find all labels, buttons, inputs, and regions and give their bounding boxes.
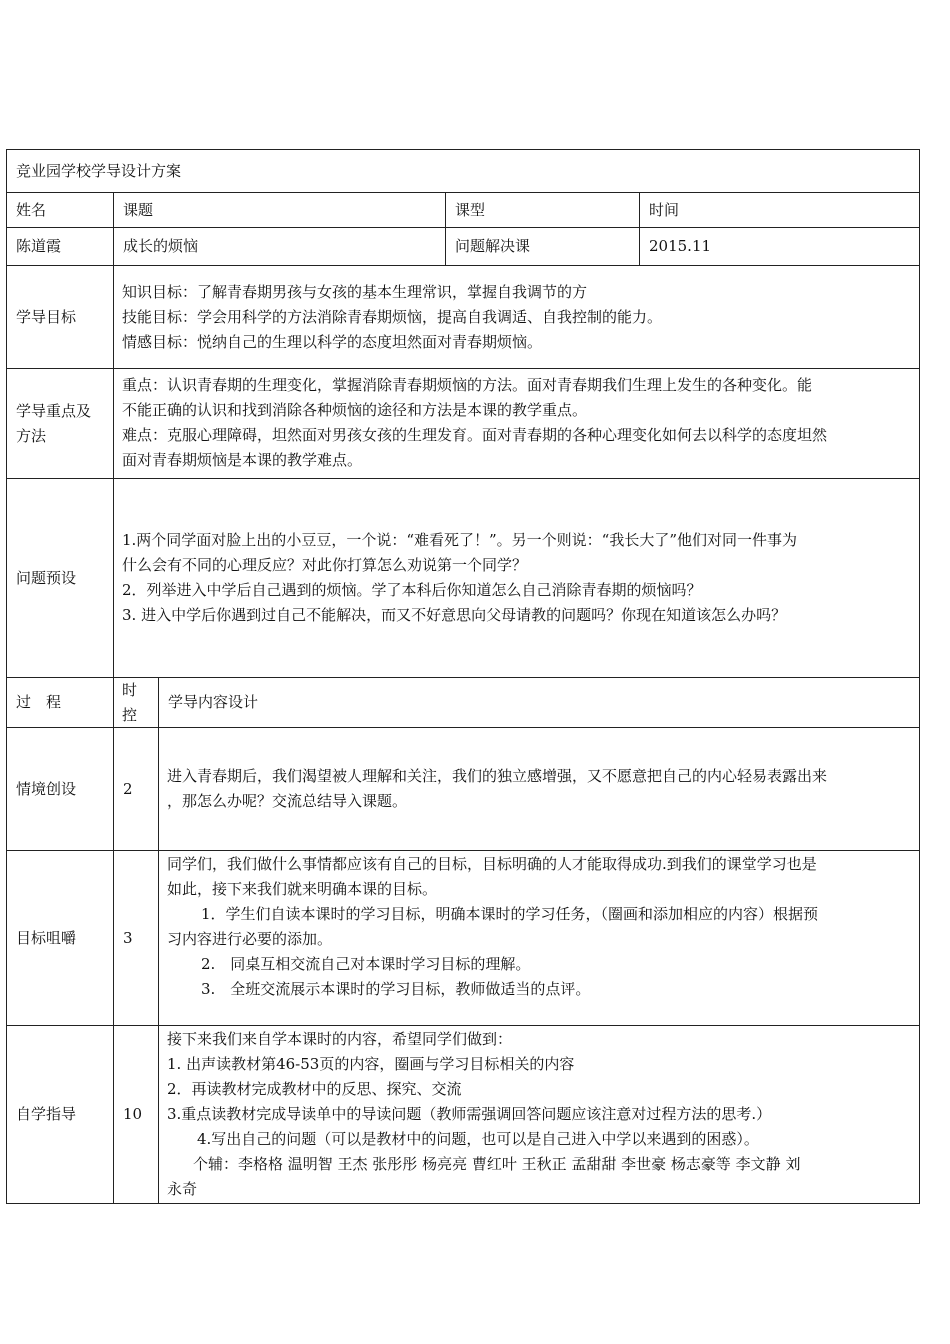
stage-content-line: 进入青春期后，我们渴望被人理解和关注，我们的独立感增强，又不愿意把自己的内心轻易表露出来 [167, 767, 828, 785]
info-row [7, 228, 919, 266]
stage-content-line: 2．再读教材完成教材中的反思、探究、交流 [167, 1080, 462, 1098]
key-points-label-cell [7, 369, 114, 478]
type-header-cell [446, 193, 640, 227]
time-control-label-1: 时 [122, 681, 138, 699]
stage-time: 10 [123, 1105, 143, 1123]
process-header-row [7, 678, 919, 728]
stage-time-cell [114, 728, 159, 850]
content-design-label-cell [159, 678, 919, 727]
stage-content-line: 1. 出声读教材第46-53页的内容，圈画与学习目标相关的内容 [167, 1055, 575, 1073]
difficulty-line: 难点：克服心理障碍，坦然面对男孩女孩的生理发育。面对青春期的各种心理变化如何去以科学的态度坦然 [122, 426, 828, 444]
stage-content [159, 1026, 919, 1203]
goals-content [114, 266, 919, 368]
stage-content-line: 同学们，我们做什么事情都应该有自己的目标，目标明确的人才能取得成功.到我们的课堂学习也是 [167, 855, 817, 873]
knowledge-goal: 知识目标：了解青春期男孩与女孩的基本生理常识，掌握自我调节的方 [122, 283, 588, 301]
stage-row [7, 1026, 919, 1203]
skill-goal: 技能目标：学会用科学的方法消除青春期烦恼，提高自我调适、自我控制的能力。 [122, 308, 663, 326]
lesson-topic-cell [114, 228, 446, 265]
stage-content [159, 851, 919, 1025]
goals-row [7, 266, 919, 369]
header-row [7, 193, 919, 228]
document-title [7, 150, 919, 192]
question-line: 1.两个同学面对脸上出的小豆豆，一个说：“难看死了！”。另一个则说：“我长大了”他们对同一件事为 [122, 531, 797, 549]
time-header: 时间 [649, 200, 680, 219]
question-line: 什么会有不同的心理反应？对此你打算怎么劝说第一个同学？ [122, 556, 528, 574]
goals-label-cell [7, 266, 114, 368]
key-points-content [114, 369, 919, 478]
lesson-date-cell [640, 228, 919, 265]
stage-content-line: 2. 同桌互相交流自己对本课时学习目标的理解。 [201, 955, 531, 973]
key-point-line: 重点：认识青春期的生理变化，掌握消除青春期烦恼的方法。面对青春期我们生理上发生的各种变化。能 [122, 376, 813, 394]
type-header: 课型 [455, 200, 486, 219]
stage-content-line: 个辅：李格格 温明智 王杰 张彤彤 杨亮亮 曹红叶 王秋正 孟甜甜 李世豪 杨志豪等 李文静 刘 [193, 1155, 801, 1173]
teacher-name-cell [7, 228, 114, 265]
question-line: 2．列举进入中学后自己遇到的烦恼。学了本科后你知道怎么自己消除青春期的烦恼吗？ [122, 581, 702, 599]
time-header-cell [640, 193, 919, 227]
stage-content [159, 728, 919, 850]
name-header-cell [7, 193, 114, 227]
stage-content-line: 如此，接下来我们就来明确本课的目标。 [167, 880, 438, 898]
stage-row [7, 851, 919, 1026]
lesson-type: 问题解决课 [455, 237, 531, 255]
stage-content-line: 3.重点读教材完成导读单中的导读问题（教师需强调回答问题应该注意对过程方法的思考.） [167, 1105, 772, 1123]
questions-content [114, 479, 919, 677]
lesson-topic: 成长的烦恼 [123, 237, 199, 255]
content-design-label: 学导内容设计 [168, 693, 259, 711]
stage-label: 情境创设 [16, 779, 77, 798]
time-control-label-2: 控 [122, 706, 138, 724]
lesson-plan-table [6, 149, 920, 1204]
questions-row [7, 479, 919, 678]
stage-content-line: 3. 全班交流展示本课时的学习目标，教师做适当的点评。 [201, 980, 591, 998]
stage-time-cell [114, 851, 159, 1025]
stage-content-line: 永奇 [167, 1180, 198, 1198]
stage-label-cell [7, 1026, 114, 1203]
key-points-label-line1: 学导重点及 [16, 402, 92, 420]
stage-content-line: 1．学生们自读本课时的学习目标，明确本课时的学习任务，（圈画和添加相应的内容）根据预 [201, 905, 819, 923]
emotion-goal: 情感目标：悦纳自己的生理以科学的态度坦然面对青春期烦恼。 [122, 333, 543, 351]
time-control-label-cell [114, 678, 159, 727]
difficulty-line: 面对青春期烦恼是本课的教学难点。 [122, 451, 363, 469]
question-line: 3. 进入中学后你遇到过自己不能解决，而又不好意思向父母请教的问题吗？你现在知道该怎么办吗？ [122, 606, 787, 624]
stage-time: 3 [123, 928, 133, 947]
topic-header-cell [114, 193, 446, 227]
goals-label: 学导目标 [16, 307, 77, 326]
name-header: 姓名 [16, 200, 47, 219]
stage-content-line: ，那怎么办呢？交流总结导入课题。 [167, 792, 408, 810]
stage-label: 自学指导 [16, 1105, 77, 1123]
topic-header: 课题 [123, 200, 154, 219]
stage-content-line: 4.写出自己的问题（可以是教材中的问题，也可以是自己进入中学以来遇到的困惑）。 [197, 1130, 759, 1148]
questions-label: 问题预设 [16, 568, 77, 587]
process-label: 过 程 [16, 693, 62, 711]
key-points-row [7, 369, 919, 479]
stage-time-cell [114, 1026, 159, 1203]
key-point-line: 不能正确的认识和找到消除各种烦恼的途径和方法是本课的教学重点。 [122, 401, 588, 419]
stage-row [7, 728, 919, 851]
stage-label-cell [7, 728, 114, 850]
lesson-type-cell [446, 228, 640, 265]
stage-label-cell [7, 851, 114, 1025]
stage-content-line: 习内容进行必要的添加。 [167, 930, 333, 948]
key-points-label-line2: 方法 [16, 427, 47, 445]
stage-label: 目标咀嚼 [16, 928, 77, 947]
stage-time: 2 [123, 779, 133, 798]
questions-label-cell [7, 479, 114, 677]
process-label-cell [7, 678, 114, 727]
document-title-text: 竞业园学校学导设计方案 [16, 161, 182, 180]
title-row [7, 150, 919, 193]
lesson-date: 2015.11 [649, 237, 712, 255]
stage-content-line: 接下来我们来自学本课时的内容，希望同学们做到： [167, 1030, 513, 1048]
teacher-name: 陈道霞 [16, 237, 62, 255]
